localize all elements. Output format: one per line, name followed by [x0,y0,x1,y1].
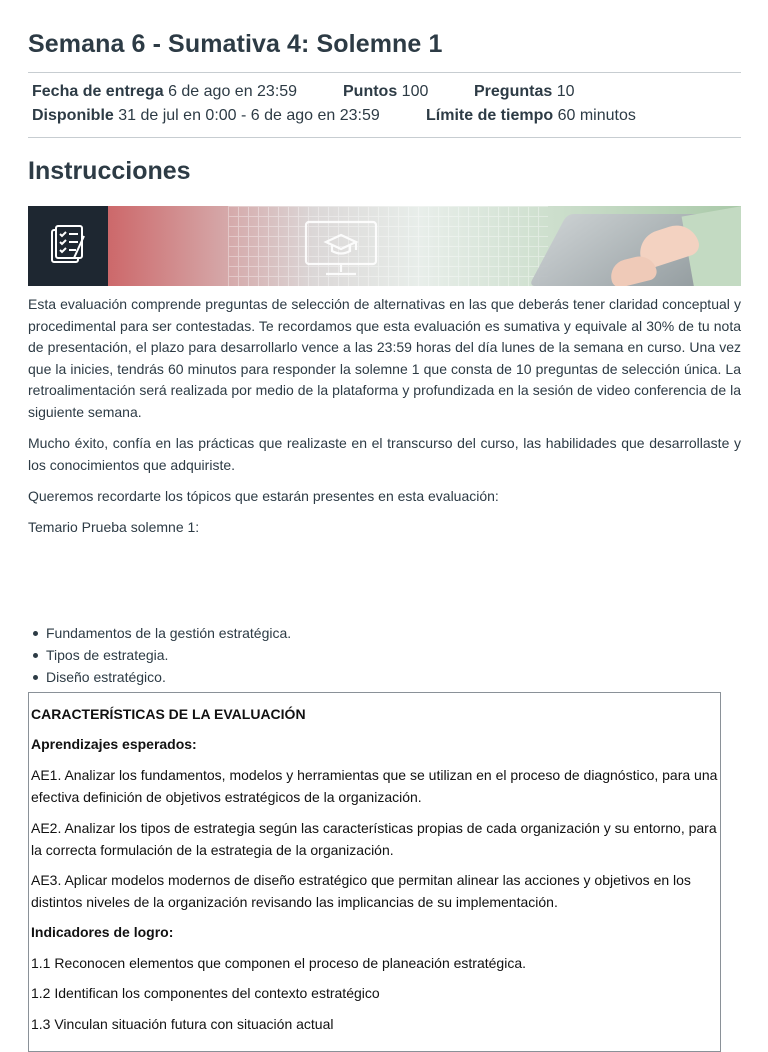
indicator-1-1: 1.1 Reconocen elementos que componen el proceso de planeación estratégica. [31,955,526,971]
availability [32,107,380,125]
document-checklist-icon [28,206,108,286]
characteristics-box [28,692,721,1052]
learning-outcome-ae3: AE3. Aplicar modelos modernos de diseño estratégico que permitan alinear las acciones y objetivos en los distintos niveles de la organización revisando las implicancias de su implementación. [31,872,691,910]
questions-label: Preguntas [474,83,553,100]
time-limit-value: 60 minutos [557,107,636,124]
indicators-heading: Indicadores de logro: [31,924,174,940]
questions [474,83,575,101]
paragraph-text: Temario Prueba solemne 1: [28,519,200,535]
time-limit [426,107,636,125]
page-title: Semana 6 - Sumativa 4: Solemne 1 [28,30,443,58]
paragraph-text: Esta evaluación comprende preguntas de selección de alternativas en las que deberás tener claridad conceptual y procedimental para ser contestadas. Te recordamos que esta evaluación es sumativa y equivale al 30% de tu nota de presentación, el plazo para desarrollarlo vence a las 23:59 horas del día lunes de la semana en curso. Una vez que la inicies, tendrás 60 minutos para responder la solemne 1 que consta de 10 preguntas de selección única. La retroalimentación será realizada por medio de la plataforma y profundizada en la sesión de video conferencia de la siguiente semana. [28,296,741,420]
banner-icon-box [28,206,108,286]
points-value: 100 [401,83,429,100]
availability-label: Disponible [32,107,114,124]
questions-value: 10 [556,83,575,100]
instructions-paragraph-2 [28,433,741,476]
list-item: Diseño estratégico. [46,666,291,688]
due-date-label: Fecha de entrega [32,83,164,100]
instructions-banner [28,206,741,286]
instructions-paragraph-4 [28,517,741,539]
paragraph-text: Queremos recordarte los tópicos que estarán presentes en esta evaluación: [28,488,499,504]
learning-outcome-ae2: AE2. Analizar los tipos de estrategia según las características propias de cada organización y su entorno, para la correcta formulación de la estrategia de la organización. [31,820,717,858]
due-date-value: 6 de ago en 23:59 [168,83,298,100]
meta-divider [28,137,741,138]
list-item: Fundamentos de la gestión estratégica. [46,622,291,644]
points-label: Puntos [343,83,398,100]
list-item: Tipos de estrategia. [46,644,291,666]
instructions-paragraph-3 [28,486,741,508]
due-date [32,83,297,101]
paragraph-text: Mucho éxito, confía en las prácticas que realizaste en el transcurso del curso, las habilidades que desarrollaste y los conocimientos que adquiriste. [28,435,741,473]
characteristics-heading: CARACTERÍSTICAS DE LA EVALUACIÓN [31,706,306,722]
time-limit-label: Límite de tiempo [426,107,554,124]
points [343,83,428,101]
topics-list [28,622,291,688]
learning-outcome-ae1: AE1. Analizar los fundamentos, modelos y herramientas que se utilizan en el proceso de diagnóstico, para una efectiva definición de objetivos estratégicos de la organización. [31,767,718,805]
graduation-cap-monitor-icon [286,218,396,280]
indicator-1-3: 1.3 Vinculan situación futura con situación actual [31,1016,334,1032]
header-divider [28,72,741,73]
instructions-paragraph-1 [28,294,741,423]
indicator-1-2: 1.2 Identifican los componentes del contexto estratégico [31,985,380,1001]
instructions-heading: Instrucciones [28,157,191,185]
learning-outcomes-heading: Aprendizajes esperados: [31,736,197,752]
availability-value: 31 de jul en 0:00 - 6 de ago en 23:59 [118,107,380,124]
